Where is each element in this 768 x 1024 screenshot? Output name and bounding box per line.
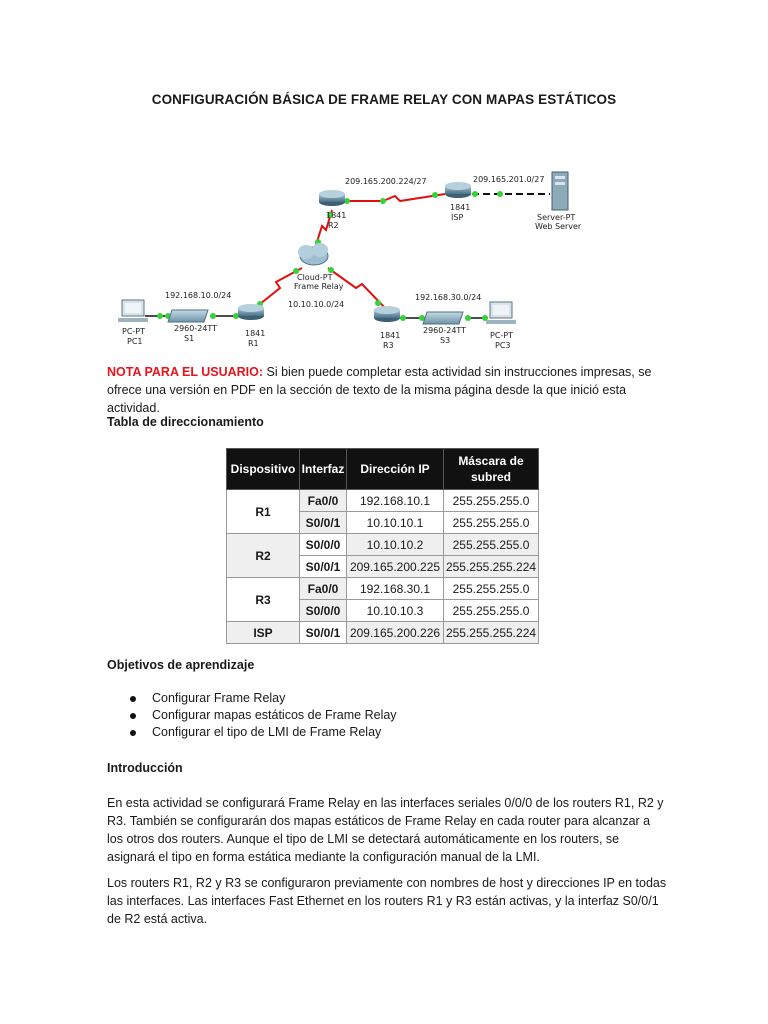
pc1-icon [118, 300, 148, 346]
mask-cell: 255.255.255.0 [444, 600, 539, 622]
router-isp-icon [445, 182, 471, 222]
pc3-model: PC-PT [490, 331, 514, 340]
intro-paragraph-2: Los routers R1, R2 y R3 se configuraron previamente con nombres de host y direcciones IP en todas las interfaces. Las interfaces Fast Ethernet en los routers R1 y R3 están activas, y la interfaz S0/0/1 de R2 está activa. [107, 876, 667, 926]
links [145, 191, 550, 321]
mask-cell: 255.255.255.0 [444, 512, 539, 534]
cloud-model: Cloud-PT [297, 273, 333, 282]
interface-cell: S0/0/0 [300, 534, 347, 556]
interface-cell: S0/0/1 [300, 622, 347, 644]
r2-model: 1841 [326, 211, 347, 220]
device-cell: ISP [227, 622, 300, 644]
server-name: Web Server [535, 222, 582, 231]
page-title: CONFIGURACIÓN BÁSICA DE FRAME RELAY CON MAPAS ESTÁTICOS [151, 92, 617, 107]
col-device: Dispositivo [227, 449, 300, 490]
interface-cell: S0/0/0 [300, 600, 347, 622]
ip-cell: 192.168.30.1 [347, 578, 444, 600]
bullet-icon [130, 730, 136, 736]
isp-name: ISP [451, 213, 464, 222]
r3-model: 1841 [380, 331, 401, 340]
router-r1-icon [238, 304, 265, 348]
device-cell: R1 [227, 490, 300, 534]
interface-cell: S0/0/1 [300, 556, 347, 578]
col-mask: Máscara de subred [444, 449, 539, 490]
mask-cell: 255.255.255.224 [444, 622, 539, 644]
switch-s1-icon [168, 310, 217, 343]
objectives-heading: Objetivos de aprendizaje [107, 658, 255, 672]
pc3-icon [486, 302, 516, 350]
table-header-row [227, 449, 539, 490]
r1-name: R1 [248, 339, 259, 348]
switch-s3-icon [423, 312, 466, 345]
note-text: Si bien puede completar esta actividad sin instrucciones impresas, se ofrece una versión en PDF en la sección de texto de la misma página desde la que inició esta actividad. [107, 365, 652, 415]
device-cell: R3 [227, 578, 300, 622]
net-isp-server-label: 209.165.201.0/27 [473, 175, 545, 184]
table-row [227, 534, 539, 556]
objectives-list [108, 690, 397, 741]
r3-name: R3 [383, 341, 394, 350]
list-item: Configurar el tipo de LMI de Frame Relay [108, 724, 397, 741]
s3-name: S3 [440, 336, 451, 345]
mask-cell: 255.255.255.0 [444, 534, 539, 556]
r2-name: R2 [328, 221, 339, 230]
addressing-table [226, 448, 539, 644]
net-lan3-label: 192.168.30.0/24 [415, 293, 482, 302]
list-item: Configurar mapas estáticos de Frame Relay [108, 707, 397, 724]
bullet-icon [130, 713, 136, 719]
user-note [107, 363, 667, 417]
device-cell: R2 [227, 534, 300, 578]
bullet-icon [130, 696, 136, 702]
table-row [227, 578, 539, 600]
intro-heading: Introducción [107, 761, 183, 775]
network-topology-diagram [100, 158, 600, 358]
mask-cell: 255.255.255.0 [444, 490, 539, 512]
router-r2-icon [319, 190, 346, 230]
s3-model: 2960-24TT [423, 326, 467, 335]
router-r3-icon [374, 306, 400, 350]
net-r2-isp-label: 209.165.200.224/27 [345, 177, 427, 186]
ip-cell: 192.168.10.1 [347, 490, 444, 512]
col-interface: Interfaz [300, 449, 347, 490]
ip-cell: 209.165.200.225 [347, 556, 444, 578]
net-lan1-label: 192.168.10.0/24 [165, 291, 232, 300]
ip-cell: 209.165.200.226 [347, 622, 444, 644]
isp-model: 1841 [450, 203, 471, 212]
mask-cell: 255.255.255.224 [444, 556, 539, 578]
ip-cell: 10.10.10.2 [347, 534, 444, 556]
interface-cell: Fa0/0 [300, 490, 347, 512]
server-model: Server-PT [537, 213, 576, 222]
cloud-name: Frame Relay [294, 282, 344, 291]
note-label: NOTA PARA EL USUARIO: [107, 365, 264, 379]
frame-relay-cloud-icon [294, 243, 344, 291]
ip-cell: 10.10.10.3 [347, 600, 444, 622]
table-row [227, 622, 539, 644]
table-heading: Tabla de direccionamiento [107, 415, 264, 429]
intro-paragraph-1: En esta actividad se configurará Frame Relay en las interfaces seriales 0/0/0 de los routers R1, R2 y R3. También se configurarán dos mapas estáticos de Frame Relay en cada router para alcanzar a los otros dos routers. Aunque el tipo de LMI se detectará automáticamente en los routers, se asignará el tipo en forma estática mediante la configuración manual de la LMI. [107, 796, 664, 864]
pc3-name: PC3 [495, 341, 511, 350]
table-row [227, 490, 539, 512]
list-item: Configurar Frame Relay [108, 690, 397, 707]
s1-name: S1 [184, 334, 195, 343]
interface-cell: Fa0/0 [300, 578, 347, 600]
col-ip: Dirección IP [347, 449, 444, 490]
pc1-name: PC1 [127, 337, 143, 346]
net-fr-label: 10.10.10.0/24 [288, 300, 345, 309]
serial-link-r2-isp [343, 194, 445, 201]
mask-cell: 255.255.255.0 [444, 578, 539, 600]
r1-model: 1841 [245, 329, 266, 338]
interface-cell: S0/0/1 [300, 512, 347, 534]
pc1-model: PC-PT [122, 327, 146, 336]
ip-cell: 10.10.10.1 [347, 512, 444, 534]
s1-model: 2960-24TT [174, 324, 218, 333]
